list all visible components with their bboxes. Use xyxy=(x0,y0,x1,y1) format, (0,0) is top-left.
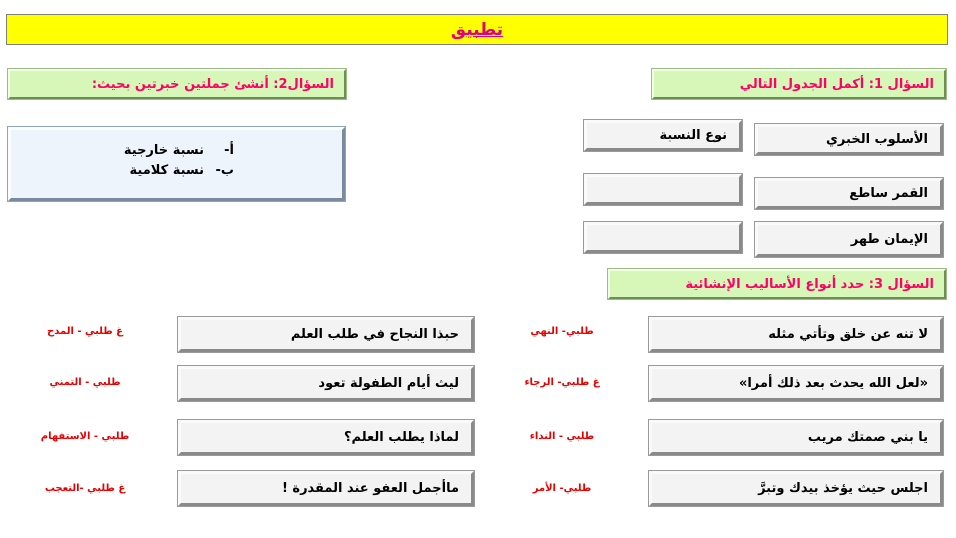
q3-header xyxy=(608,269,946,299)
q3-right-answer-3: طلبي - النداء xyxy=(529,431,595,442)
q1-col-style xyxy=(755,124,943,155)
q3-left-sentence-3 xyxy=(178,420,474,455)
q1-col-type-text: نوع النسبة xyxy=(659,128,727,143)
q3-left-answer-1: غ طلبي - المدح xyxy=(47,326,123,337)
q3-left-sentence-3-text: لماذا يطلب العلم؟ xyxy=(344,430,459,445)
q3-right-sentence-2 xyxy=(649,366,943,401)
q2-item-b xyxy=(11,160,342,180)
q3-right-sentence-3 xyxy=(649,420,943,455)
q1-col-type xyxy=(584,120,742,151)
title-bar xyxy=(6,14,948,45)
q2-header xyxy=(8,69,346,99)
q2-item-b-letter: ب- xyxy=(215,162,234,178)
q3-left-sentence-4 xyxy=(178,471,474,506)
q3-right-sentence-4-text: اجلس حيث يؤخذ بيدك وتبرَّ xyxy=(758,481,928,496)
q1-row-2-style-text: الإيمان طهر xyxy=(850,232,928,247)
q1-col-style-text: الأسلوب الخبري xyxy=(826,132,928,147)
q3-right-sentence-1-text: لا تنه عن خلق وتأتي مثله xyxy=(768,327,928,342)
q3-left-sentence-1 xyxy=(178,317,474,352)
q3-right-answer-1: طلبي- النهي xyxy=(530,326,594,337)
q3-left-sentence-2-text: ليث أيام الطفولة تعود xyxy=(318,376,459,391)
q3-right-sentence-4 xyxy=(649,471,943,506)
q3-right-sentence-3-text: يا بني صمتك مريب xyxy=(807,430,928,445)
q2-item-a-letter: أ- xyxy=(224,142,234,158)
q2-item-a-text: نسبة خارجية xyxy=(123,142,204,158)
q3-header-text: السؤال 3: حدد أنواع الأساليب الإنشائية xyxy=(685,276,934,292)
q1-header-text: السؤال 1: أكمل الجدول التالي xyxy=(739,76,934,92)
q2-item-a xyxy=(11,140,342,160)
q2-item-b-text: نسبة كلامية xyxy=(129,162,204,178)
q3-left-answer-4: غ طلبي -التعجب xyxy=(44,483,126,494)
q3-right-answer-2: غ طلبي- الرجاء xyxy=(524,377,600,388)
q3-left-answer-2: طلبي - التمني xyxy=(49,377,121,388)
q3-left-sentence-1-text: حبذا النجاح في طلب العلم xyxy=(290,327,459,342)
q3-right-sentence-2-text: «لعل الله يحدث بعد ذلك أمرا» xyxy=(738,376,928,391)
q1-header xyxy=(652,69,946,99)
q1-row-2-type[interactable] xyxy=(584,222,742,253)
q1-row-1-style-text: القمر ساطع xyxy=(849,186,928,201)
q3-right-sentence-1 xyxy=(649,317,943,352)
q1-row-1-type[interactable] xyxy=(584,174,742,205)
q2-answer-box xyxy=(8,127,345,201)
q3-left-sentence-4-text: ماأجمل العفو عند المقدرة ! xyxy=(281,481,459,496)
q2-header-text: السؤال2: أنشئ جملتين خبرتين بحيث: xyxy=(91,76,334,92)
q3-left-sentence-2 xyxy=(178,366,474,401)
q1-row-1-style xyxy=(755,178,943,209)
q3-right-answer-4: طلبي- الأمر xyxy=(532,483,592,494)
page-title: تطبيق xyxy=(450,19,504,40)
q1-row-2-style xyxy=(755,222,943,257)
q3-left-answer-3: طلبي - الاستفهام xyxy=(40,431,130,442)
